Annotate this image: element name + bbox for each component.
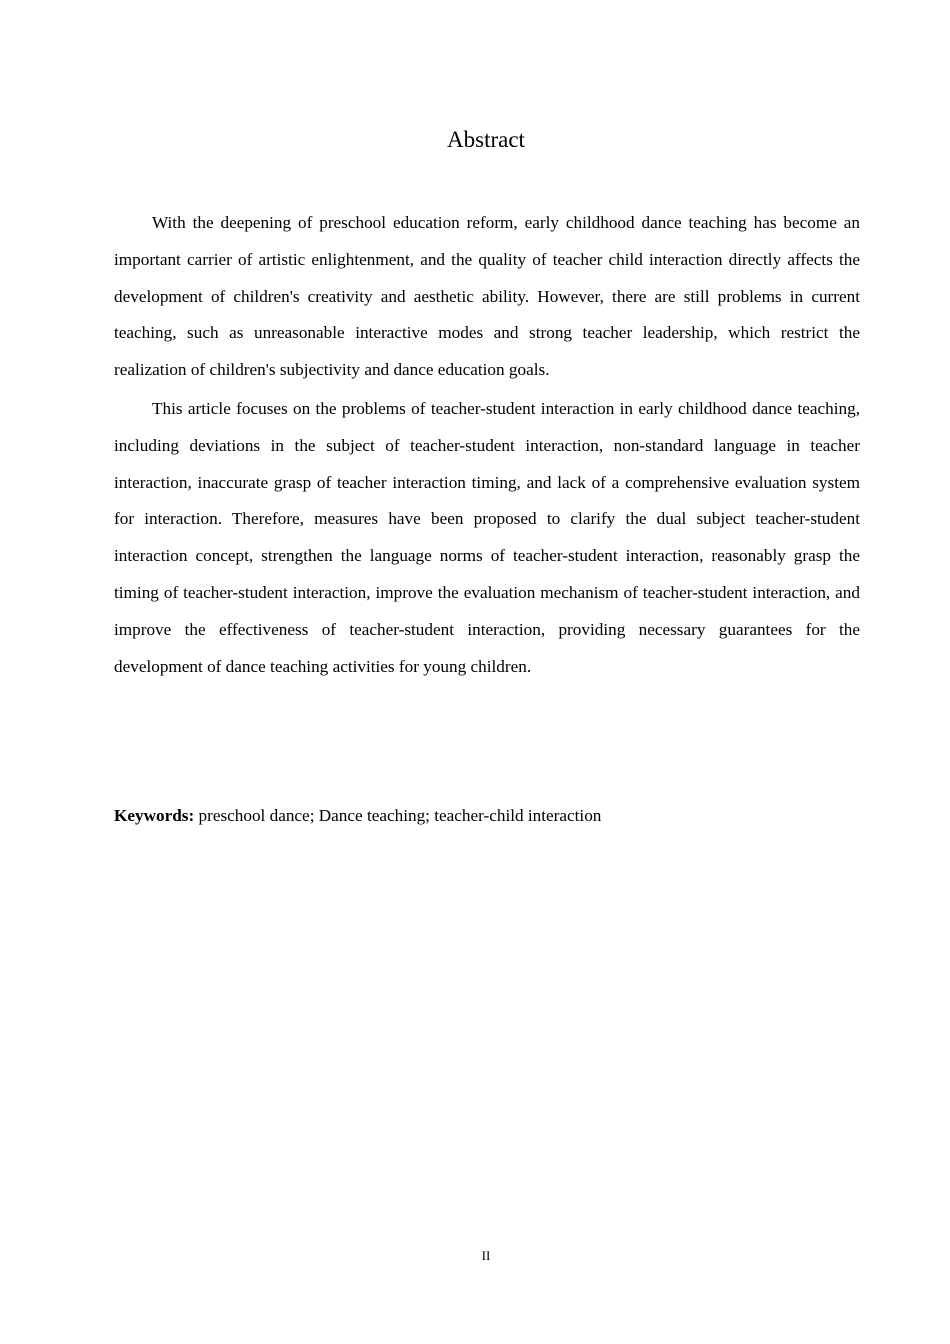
keywords-text: preschool dance; Dance teaching; teacher-child interaction (194, 806, 602, 825)
keywords-line (114, 798, 860, 834)
abstract-body (114, 205, 860, 685)
keywords-label: Keywords: (114, 806, 195, 825)
abstract-paragraph-2: This article focuses on the problems of teacher-student interaction in early childhood dance teaching, including deviations in the subject of teacher-student interaction, non-standard language in teacher interaction, inaccurate grasp of teacher interaction timing, and lack of a comprehensive evaluation system for interaction. Therefore, measures have been proposed to clarify the dual subject teacher-student interaction concept, strengthen the language norms of teacher-student interaction, reasonably grasp the timing of teacher-student interaction, improve the evaluation mechanism of teacher-student interaction, and improve the effectiveness of teacher-student interaction, providing necessary guarantees for the development of dance teaching activities for young children. (114, 398, 860, 676)
abstract-paragraph-1: With the deepening of preschool education reform, early childhood dance teaching has become an important carrier of artistic enlightenment, and the quality of teacher child interaction directly affects the development of children's creativity and aesthetic ability. However, there are still problems in current teaching, such as unreasonable interactive modes and strong teacher leadership, which restrict the realization of children's subjectivity and dance education goals. (114, 213, 860, 380)
abstract-title: Abstract (447, 127, 525, 152)
page-number: II (481, 1248, 491, 1263)
